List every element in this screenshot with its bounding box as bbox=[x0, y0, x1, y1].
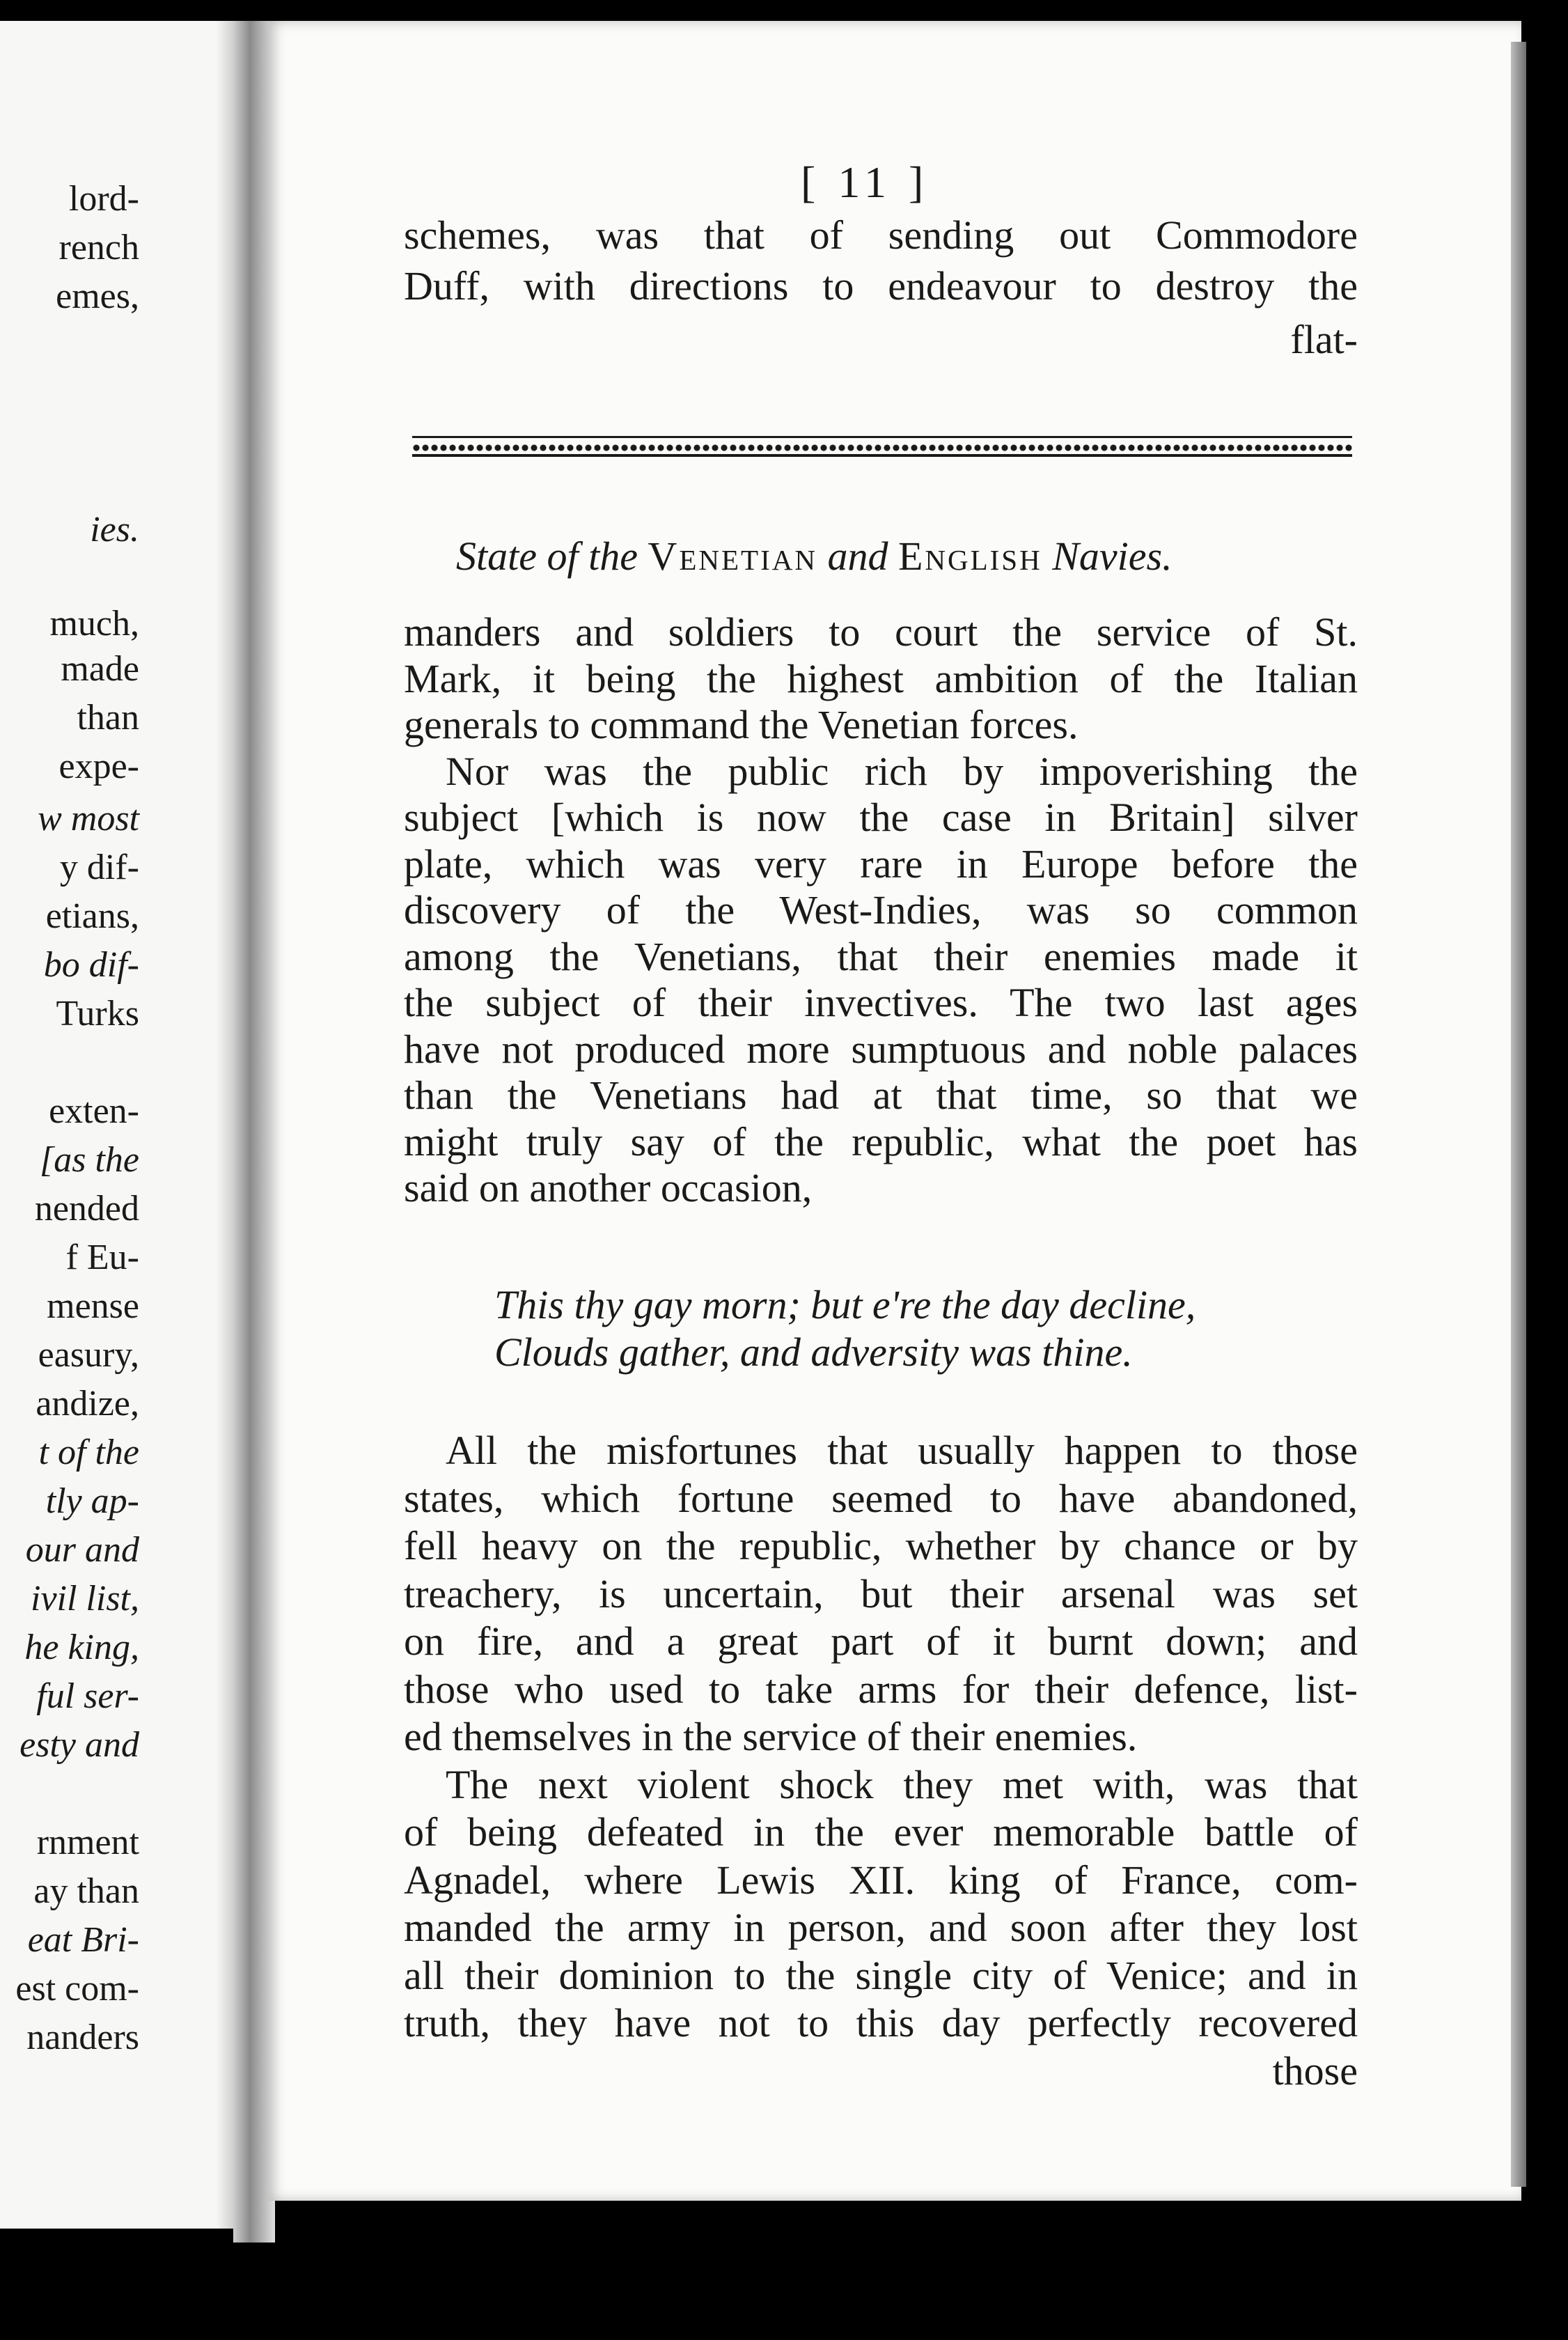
ornament-rule-top bbox=[412, 436, 1352, 438]
text-line: have not produced more sumptuous and noble palaces bbox=[404, 1026, 1358, 1072]
text-line: the subject of their invectives. The two last ages bbox=[404, 980, 1358, 1025]
left-page-text-line: ay than bbox=[33, 1871, 139, 1911]
section-title bbox=[456, 533, 1173, 579]
text-line: Duff, with directions to endeavour to destroy the bbox=[404, 263, 1358, 309]
left-page-text-line: esty and bbox=[19, 1725, 139, 1765]
left-page-text-line: ivil list, bbox=[31, 1579, 139, 1618]
left-page-text-line: tly ap- bbox=[45, 1481, 139, 1521]
left-page-text-line: est com- bbox=[15, 1969, 139, 2008]
text-line: All the misfortunes that usually happen to those bbox=[446, 1428, 1358, 1473]
text-line: discovery of the West-Indies, was so common bbox=[404, 887, 1358, 933]
text-line: all their dominion to the single city of Venice; and in bbox=[404, 1952, 1358, 1998]
left-page-text-line: exten- bbox=[49, 1091, 139, 1131]
right-book-page bbox=[268, 21, 1521, 2201]
title-part: Navies. bbox=[1052, 533, 1173, 579]
title-part: English bbox=[897, 533, 1042, 579]
text-line: said on another occasion, bbox=[404, 1165, 813, 1210]
text-line: Nor was the public rich by impoverishing the bbox=[446, 748, 1358, 794]
page-edge bbox=[1511, 42, 1526, 2187]
left-page-text-line: easury, bbox=[38, 1335, 139, 1375]
text-line: The next violent shock they met with, was that bbox=[446, 1761, 1358, 1807]
text-line: those bbox=[1272, 2048, 1358, 2093]
left-page-text-line: he king, bbox=[24, 1628, 139, 1667]
text-line: states, which fortune seemed to have abandoned, bbox=[404, 1475, 1358, 1521]
text-line: of being defeated in the ever memorable battle of bbox=[404, 1809, 1358, 1855]
left-page-text-line: rnment bbox=[36, 1823, 139, 1862]
left-facing-page bbox=[0, 21, 244, 2229]
text-line: subject [which is now the case in Britain] silver bbox=[404, 795, 1358, 840]
left-page-text-line: expe- bbox=[58, 747, 139, 786]
text-line: fell heavy on the republic, whether by chance or by bbox=[404, 1523, 1358, 1568]
left-page-text-line: t of the bbox=[38, 1433, 139, 1472]
left-page-text-line: ies. bbox=[90, 510, 139, 549]
left-page-text-line: y dif- bbox=[59, 848, 139, 887]
text-line: than the Venetians had at that time, so that we bbox=[404, 1072, 1358, 1118]
left-page-text-line: f Eu- bbox=[65, 1238, 139, 1277]
text-line: manded the army in person, and soon after they lost bbox=[404, 1905, 1358, 1950]
left-page-text-line: eat Bri- bbox=[27, 1920, 139, 1960]
page-number: [ 11 ] bbox=[801, 157, 930, 207]
left-page-text-line: andize, bbox=[36, 1384, 139, 1424]
title-part: State of the bbox=[456, 533, 638, 579]
text-line: might truly say of the republic, what the poet has bbox=[404, 1118, 1358, 1164]
left-page-text-line: rench bbox=[58, 228, 139, 267]
left-page-text-line: [as the bbox=[40, 1140, 139, 1180]
left-page-text-line: much, bbox=[49, 604, 139, 644]
left-page-text-line: Turks bbox=[56, 994, 139, 1034]
left-page-text-line: w most bbox=[38, 799, 139, 838]
left-page-text-line: mense bbox=[47, 1286, 139, 1326]
left-page-text-line: emes, bbox=[56, 276, 139, 316]
text-line: Mark, it being the highest ambition of the Italian bbox=[404, 655, 1358, 701]
text-line: schemes, was that of sending out Commodore bbox=[404, 212, 1358, 258]
text-line: plate, which was very rare in Europe before the bbox=[404, 841, 1358, 887]
left-page-text-line: etians, bbox=[45, 896, 139, 936]
text-line: treachery, is uncertain, but their arsenal was set bbox=[404, 1570, 1358, 1616]
verse-line: Clouds gather, and adversity was thine. bbox=[494, 1329, 1133, 1375]
ornament-rule bbox=[412, 439, 1352, 457]
text-line: among the Venetians, that their enemies made it bbox=[404, 933, 1358, 979]
text-line: Agnadel, where Lewis XII. king of France, com- bbox=[404, 1857, 1358, 1903]
left-page-text-line: our and bbox=[25, 1530, 139, 1570]
left-page-text-line: nended bbox=[34, 1189, 139, 1228]
text-line: truth, they have not to this day perfectly recovered bbox=[404, 2000, 1358, 2045]
left-page-text-line: bo dif- bbox=[43, 945, 139, 985]
left-page-text-line: than bbox=[77, 698, 139, 738]
title-part: and bbox=[827, 533, 888, 579]
title-part: Venetian bbox=[648, 533, 817, 579]
left-page-text-line: made bbox=[61, 649, 139, 689]
verse-line: This thy gay morn; but e're the day decline, bbox=[494, 1282, 1196, 1327]
left-page-text-line: nanders bbox=[26, 2018, 139, 2057]
text-line-catchword: flat- bbox=[1290, 317, 1358, 362]
left-page-text-line: ful ser- bbox=[36, 1676, 139, 1716]
text-line: manders and soldiers to court the service of St. bbox=[404, 609, 1358, 655]
text-line: those who used to take arms for their defence, list- bbox=[404, 1666, 1358, 1712]
left-page-text-line: lord- bbox=[68, 179, 139, 219]
text-line: on fire, and a great part of it burnt down; and bbox=[404, 1618, 1358, 1664]
text-line: ed themselves in the service of their enemies. bbox=[404, 1714, 1138, 1759]
text-line: generals to command the Venetian forces. bbox=[404, 702, 1079, 747]
